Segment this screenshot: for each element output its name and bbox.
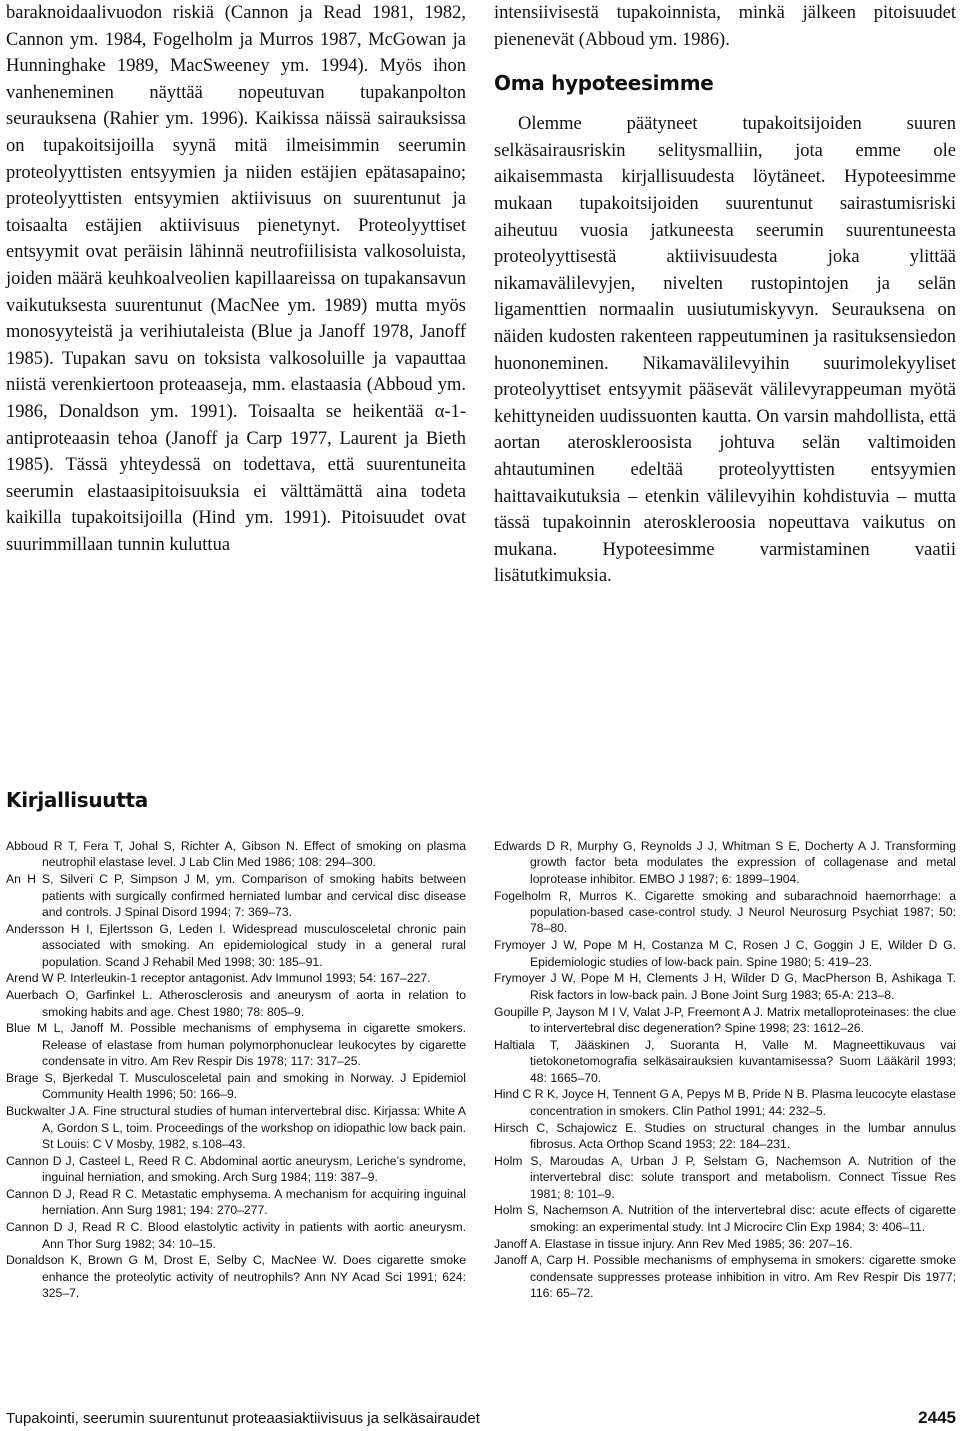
page-number: 2445 — [918, 1408, 956, 1427]
reference-item: Frymoyer J W, Pope M H, Costanza M C, Rosen J C, Goggin J E, Wilder D G. Epidemiologic studies of low-back pain. Spine 1980; 5: 419–23. — [494, 938, 956, 969]
reference-item: Buckwalter J A. Fine structural studies of human intervertebral disc. Kirjassa: White A A, Gordon S L, toim. Proceedings of the workshop on idiopathic low back pain. St Louis: C V Mosby, 1982, s.108–43. — [6, 1104, 466, 1152]
body-paragraph-hypothesis: Olemme päätyneet tupakoitsijoiden suuren selkäsairausriskin selitysmalliin, jota emme ole aikaisemmasta kirjallisuudesta löytäneet. Hypoteesimme mukaan tupakoitsijoiden suurentunut sairastumisriski aiheutuu vuosia jatkuneesta seerumin suurentuneesta proteolyyttisestä aktiivisuudesta joka ylittää nikamavälilevyjen, nivelten rustopintojen ja selän ligamenttien normaalin uusiutumiskyvyn. Seurauksena on näiden kudosten rakenteen rappeutuminen ja rasituksensiedon huononeminen. Nikamavälilevyihin suurimolekyyliset proteolyyttiset entsyymit pääsevät välilevyrappeuman myötä kehittyneiden uudissuonten kautta. On varsin mahdollista, että aortan ateroskleroosista johtuva selän valtimoiden ahtautuminen edeltää proteolyyttisten entsyymien haittavaikutuksia – etenkin välilevyihin kohdistuvia – mutta tässä tupakoinnin ateroskleroosia nopeuttava vaikutus on mukana. Hypoteesimme varmistaminen vaatii lisätutkimuksia. — [494, 114, 956, 587]
page-footer — [6, 1408, 956, 1430]
reference-item: Donaldson K, Brown G M, Drost E, Selby C, MacNee W. Does cigarette smoke enhance the proteolytic activity of neutrophils? Ann NY Acad Sci 1991; 624: 325–7. — [6, 1253, 466, 1301]
reference-item: Fogelholm R, Murros K. Cigarette smoking and subarachnoid haemorrhage: a population-based case-control study. J Neurol Neurosurg Psychiat 1987; 50: 78–80. — [494, 888, 956, 936]
reference-item: Abboud R T, Fera T, Johal S, Richter A, Gibson N. Effect of smoking on plasma neutrophil elastase level. J Lab Clin Med 1986; 108: 294–300. — [6, 839, 466, 870]
running-title: Tupakointi, seerumin suurentunut proteaasiaktiivisuus ja selkäsairaudet — [6, 1410, 480, 1427]
reference-item: Edwards D R, Murphy G, Reynolds J J, Whitman S E, Docherty A J. Transforming growth factor beta modulates the expression of collagenase and metal loprotease inhibitor. EMBO J 1987; 6: 1899–1904. — [494, 839, 956, 886]
reference-item: Cannon D J, Read R C. Blood elastolytic activity in patients with aortic aneurysm. Ann Thor Surg 1982; 34: 10–15. — [6, 1220, 466, 1251]
reference-item: Janoff A. Elastase in tissue injury. Ann Rev Med 1985; 36: 207–16. — [494, 1236, 853, 1251]
left-column — [6, 0, 466, 558]
reference-item: Auerbach O, Garfinkel L. Atherosclerosis and aneurysm of aorta in relation to smoking habits and age. Chest 1980; 78: 805–9. — [6, 988, 466, 1019]
reference-item: Brage S, Bjerkedal T. Musculosceletal pain and smoking in Norway. J Epidemiol Community Health 1996; 50: 166–9. — [6, 1071, 466, 1102]
references-right-column — [494, 838, 956, 1302]
reference-item: Arend W P. Interleukin-1 receptor antagonist. Adv Immunol 1993; 54: 167–227. — [6, 971, 431, 986]
reference-item: Janoff A, Carp H. Possible mechanisms of emphysema in smokers: cigarette smoke condensate suppresses protease inhibition in vitro. Am Rev Respir Dis 1977; 116: 65–72. — [494, 1253, 956, 1301]
reference-item: Blue M L, Janoff M. Possible mechanisms of emphysema in cigarette smokers. Release of elastase from human polymorphonuclear leukocytes by cigarette condensate in vitro. Am Rev Respir Dis 1978; 117: 317–25. — [6, 1021, 466, 1069]
body-paragraph-continuation: intensiivisestä tupakoinnista, minkä jälkeen pitoisuudet pienenevät (Abboud ym. 1986). — [494, 3, 956, 50]
right-column — [494, 0, 956, 590]
reference-item: Frymoyer J W, Pope M H, Clements J H, Wilder D G, MacPherson B, Ashikaga T. Risk factors in low-back pain. J Bone Joint Surg 1983; 65-A: 213–8. — [494, 971, 956, 1002]
reference-item: Hind C R K, Joyce H, Tennent G A, Pepys M B, Pride N B. Plasma leucocyte elastase concentration in smokers. Clin Pathol 1991; 44: 232–5. — [494, 1087, 956, 1118]
references-left-column — [6, 838, 466, 1302]
reference-item: Holm S, Maroudas A, Urban J P, Selstam G, Nachemson A. Nutrition of the intervertebral disc: solute transport and metabolism. Connect Tissue Res 1981; 8: 101–9. — [494, 1153, 956, 1201]
body-paragraph-left: baraknoidaalivuodon riskiä (Cannon ja Read 1981, 1982, Cannon ym. 1984, Fogelholm ja Murros 1987, McGowan ja Hunninghake 1989, MacSweeney ym. 1994). Myös ihon vanheneminen näyttää nopeutuvan tupakanpolton seurauksena (Rahier ym. 1996). Kaikissa näissä sairauksissa on tupakoitsijoilla syynä mitä ilmeisimmin seerumin proteolyyttisten entsyymien ja niiden estäjien epätasapaino; proteolyyttisten entsyymien aktiivisuus on suurentunut ja toisaalta estäjien aktiivisuus pienetynyt. Proteolyyttiset entsyymit ovat peräisin lähinnä neutrofiilisista valkosoluista, joiden määrä keuhkoalveolien kapillaareissa on tupakansavun vaikutuksesta suurentunut (MacNee ym. 1989) mutta myös monosyyteistä ja verihiutaleista (Blue ja Janoff 1978, Janoff 1985). Tupakan savu on toksista valkosoluille ja vapauttaa niistä verenkiertoon proteaaseja, mm. elastaasia (Abboud ym. 1986, Donaldson ym. 1991). Toisaalta se heikentää α-1-antiproteaasin tehoa (Janoff ja Carp 1977, Laurent ja Bieth 1985). Tässä yhteydessä on todettava, että suurentuneita seerumin elastaasipitoisuuksia ei välttämättä aina todeta kaikilla tupakoitsijoilla (Hind ym. 1991). Pitoisuudet ovat suurimmillaan tunnin kuluttua — [6, 3, 466, 555]
reference-item: Haltiala T, Jääskinen J, Suoranta H, Valle M. Magneettikuvaus vai tietokonetomografia selkäsairauksien kuvantamisessa? Suom Lääkäril 1993; 48: 1665–70. — [494, 1037, 956, 1085]
reference-item: Hirsch C, Schajowicz E. Studies on structural changes in the lumbar annulus fibrosus. Acta Orthop Scand 1953; 22: 184–231. — [494, 1120, 956, 1152]
reference-item: Andersson H I, Ejlertsson G, Leden I. Widespread musculosceletal chronic pain associated with smoking. An epidemiological study in a general rural population. Scand J Rehabil Med 1998; 30: 185–91. — [6, 921, 466, 969]
reference-item: Cannon D J, Casteel L, Reed R C. Abdominal aortic aneurysm, Leriche’s syndrome, inguinal herniation, and smoking. Arch Surg 1984; 119: 387–9. — [6, 1153, 466, 1185]
reference-item: Goupille P, Jayson M I V, Valat J-P, Freemont A J. Matrix metalloproteinases: the clue to intervertebral disc degeneration? Spine 1998; 23: 1612–26. — [494, 1004, 956, 1036]
references-heading: Kirjallisuutta — [6, 788, 148, 812]
section-heading-hypothesis: Oma hypoteesimme — [494, 71, 714, 96]
reference-item: Holm S, Nachemson A. Nutrition of the intervertebral disc: acute effects of cigarette smoking: an experimental study. Int J Microcirc Clin Exp 1984; 3: 406–11. — [494, 1203, 956, 1234]
reference-item: Cannon D J, Read R C. Metastatic emphysema. A mechanism for acquiring inguinal herniation. Ann Surg 1981; 194: 270–277. — [6, 1187, 466, 1218]
reference-item: An H S, Silveri C P, Simpson J M, ym. Comparison of smoking habits between patients with surgically confirmed herniated lumbar and cervical disc disease and controls. J Spinal Disord 1994; 7: 369–73. — [6, 872, 466, 920]
